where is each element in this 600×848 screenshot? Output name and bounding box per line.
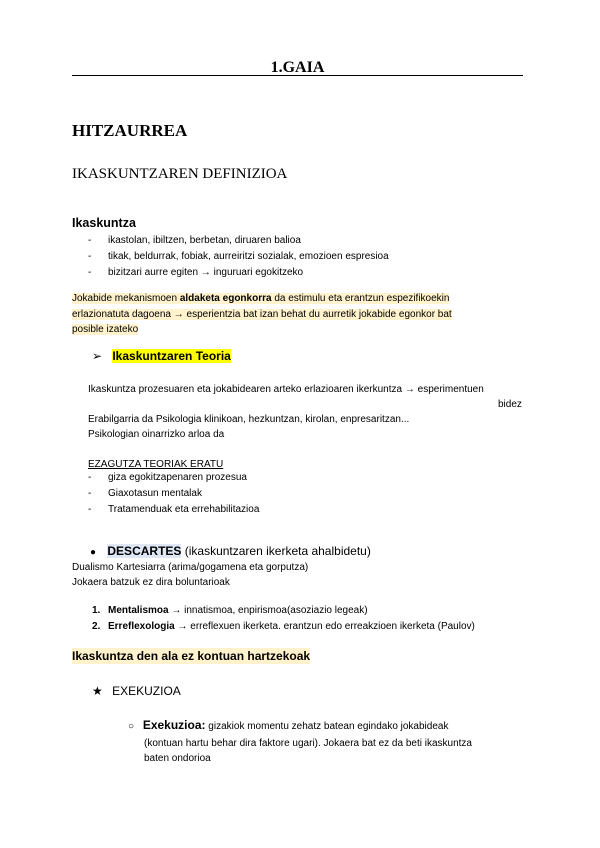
exekuzioa-heading-row xyxy=(92,684,181,698)
heading-hitzaurrea: HITZAURREA xyxy=(72,121,188,140)
kontuan-heading: Ikaskuntza den ala ez kontuan hartzekoak xyxy=(72,649,311,663)
descartes-line-1: Dualismo Kartesiarra (arima/gogamena eta gorputza) xyxy=(72,562,309,573)
teoria-heading-row xyxy=(92,349,231,363)
circle-bullet-icon: ○ xyxy=(128,721,135,732)
chapter-title: 1.GAIA xyxy=(270,59,325,76)
teoria-line-1: Ikaskuntza prozesuaren eta jokabidearen arteko erlazioaren ikerkuntza → esperimentuen xyxy=(88,384,484,395)
descartes-numbered-list xyxy=(92,603,475,635)
descartes-name: DESCARTES xyxy=(107,544,182,558)
descartes-paren: (ikaskuntzaren ikerketa ahalbidetu) xyxy=(181,544,371,558)
exekuzioa-heading: EXEKUZIOA xyxy=(112,684,181,698)
list-item: - tikak, beldurrak, fobiak, aurreiritzi sozialak, emozioen espresioa xyxy=(88,251,389,262)
bullet-dot-icon: ● xyxy=(90,547,97,558)
list-item: - Tratamenduak eta errehabilitazioa xyxy=(88,504,260,515)
ezagutza-list xyxy=(88,470,259,518)
ikaskuntza-list xyxy=(88,233,389,281)
ezagutza-heading: EZAGUTZA TEORIAK ERATU xyxy=(88,459,224,470)
list-item: 2. Erreflexologia → erreflexuen ikerketa. erantzun edo erreakzioen ikerketa (Paulov) xyxy=(92,621,475,632)
star-icon: ★ xyxy=(92,684,103,698)
descartes-line-2: Jokaera batzuk ez dira boluntarioak xyxy=(72,577,230,588)
exekuzioa-line-1: gizakiok momentu zehatz batean egindako jokabideak xyxy=(205,721,449,732)
list-item: - bizitzari aurre egiten → inguruari egokitzeko xyxy=(88,267,304,278)
heading-definizioa: IKASKUNTZAREN DEFINIZIOA xyxy=(72,166,288,182)
heading-ikaskuntza: Ikaskuntza xyxy=(72,216,136,230)
exekuzioa-term: Exekuzioa: xyxy=(142,718,206,732)
list-item: - Giaxotasun mentalak xyxy=(88,488,202,499)
list-item: - ikastolan, ibiltzen, berbetan, diruaren balioa xyxy=(88,235,301,246)
teoria-heading: Ikaskuntzaren Teoria xyxy=(112,349,231,363)
exekuzioa-def-row xyxy=(128,718,448,732)
teoria-line-3: Psikologian oinarrizko arloa da xyxy=(88,429,225,440)
teoria-line-1b: bidez xyxy=(498,399,522,410)
exekuzioa-line-2: (kontuan hartu behar dira faktore ugari). Jokaera bat ez da beti ikaskuntza xyxy=(144,738,472,749)
arrow-bullet-icon: ➢ xyxy=(92,349,103,363)
list-item: - giza egokitzapenaren prozesua xyxy=(88,472,247,483)
list-item: 1. Mentalismoa → innatismoa, enpirismoa(asoziazio legeak) xyxy=(92,605,368,616)
teoria-line-2: Erabilgarria da Psikologia klinikoan, hezkuntzan, kirolan, enpresaritzan... xyxy=(88,414,410,425)
exekuzioa-line-3: baten ondorioa xyxy=(144,753,211,764)
descartes-row xyxy=(90,544,371,558)
definition-paragraph: Jokabide mekanismoen aldaketa egonkorra da estimulu eta erantzun espezifikoekin erlazionatuta dagoena → esperientzia bat izan behat du aurretik jokabide egonkor bat posible izateko xyxy=(72,293,452,335)
